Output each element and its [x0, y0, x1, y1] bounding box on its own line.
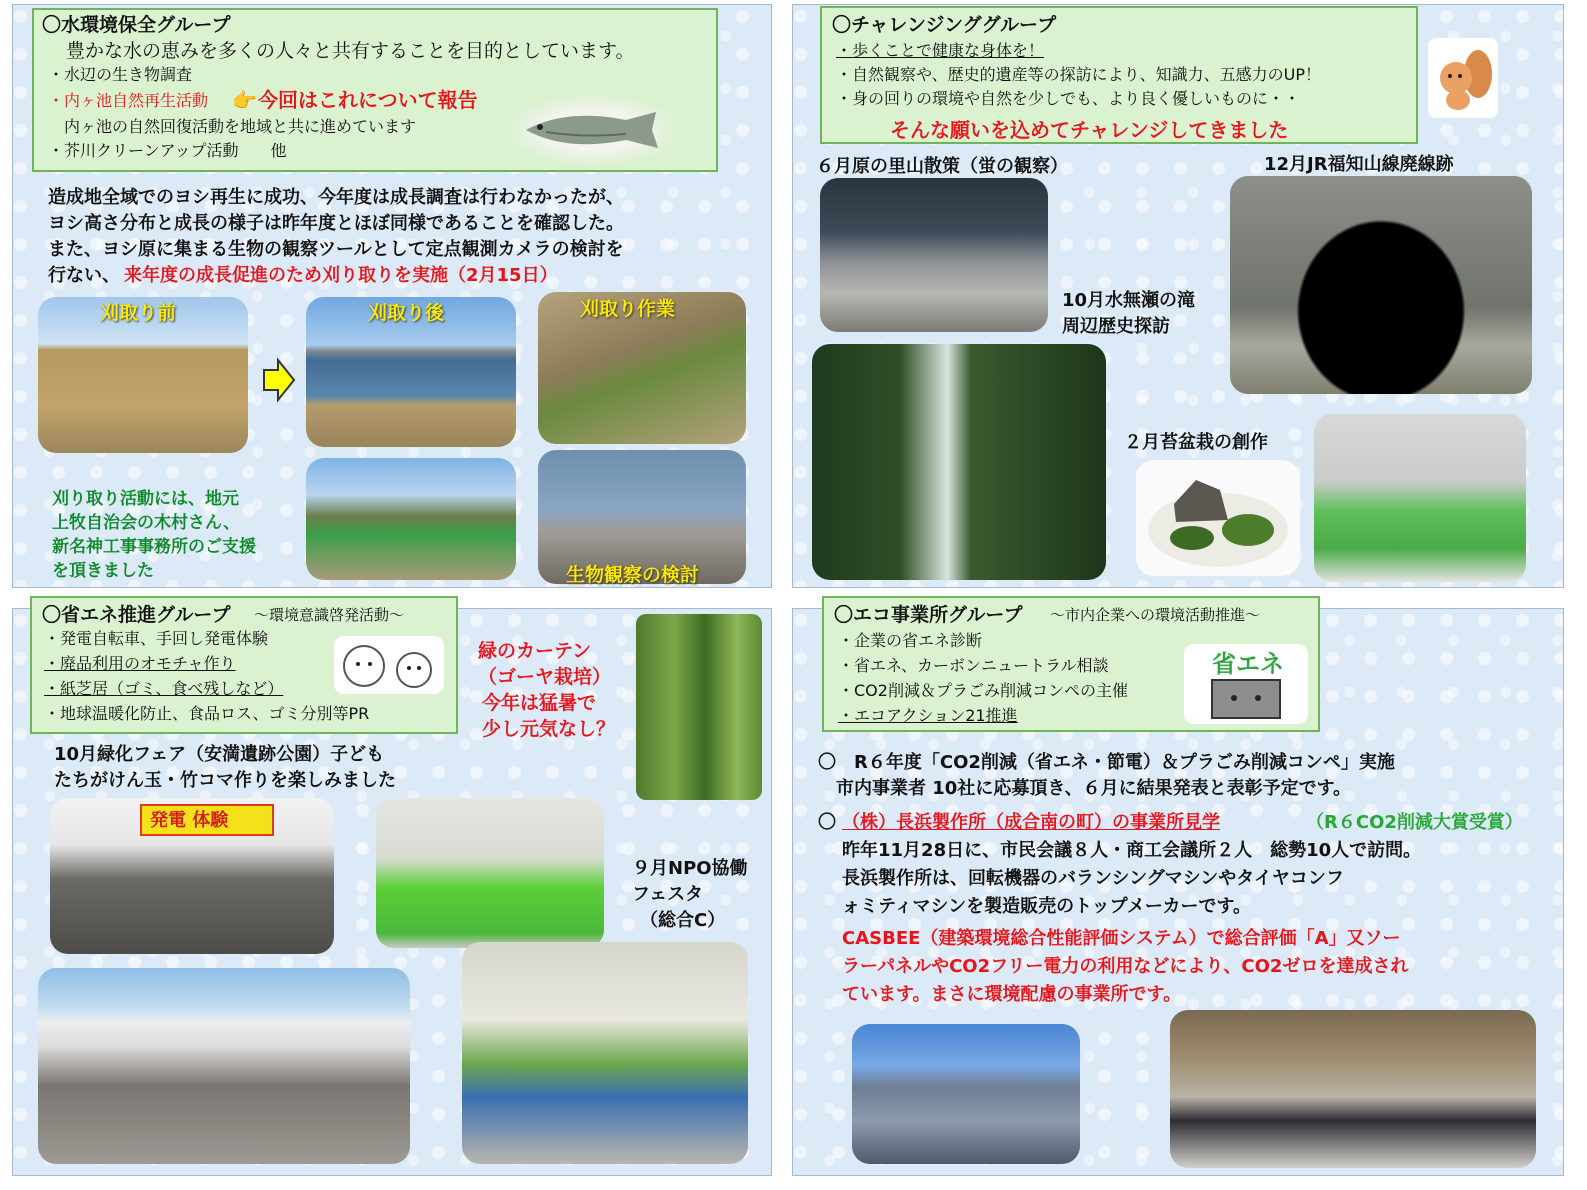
support-4: を頂きました [52, 561, 154, 581]
curtain-1: 緑のカーテン [478, 640, 592, 662]
photo-moss-bonsai [1136, 460, 1300, 576]
caption-moss: ２月苔盆栽の創作 [1124, 432, 1268, 453]
eco-p2-red: （株）長浜製作所（成合南の町）の事業所見学 [842, 812, 1220, 833]
water-item-3: 内ヶ池の自然回復活動を地域と共に進めています [48, 117, 417, 136]
eco-p2-red-body-3: ています。まさに環境配慮の事業所です。 [842, 984, 1182, 1005]
water-body-4: 行ない、 [48, 265, 120, 286]
fair-2: たちがけん玉・竹コマ作りを楽しみました [54, 770, 396, 791]
eco-subtitle: ～市内企業への環境活動推進～ [1050, 606, 1261, 624]
photo-factory-building [852, 1024, 1080, 1164]
caption-minase-1: 10月水無瀬の滝 [1062, 290, 1196, 311]
caption-jr-tunnel: 12月JR福知山線廃線跡 [1264, 154, 1454, 175]
caption-satoyama: ６月原の里山散策（蛍の観察） [816, 156, 1068, 177]
water-item-2: ・内ヶ池自然再生活動 [48, 91, 209, 110]
eco-item-3: ・CO2削減＆プラごみ削減コンペの主催 [838, 681, 1128, 700]
water-item-4: ・芥川クリーンアップ活動 他 [48, 141, 287, 160]
npo-3: （総合C） [640, 910, 726, 931]
fish-photo [506, 94, 680, 166]
challenge-item-1: ・歩くことで健康な身体を！ [836, 41, 1045, 60]
water-intro: 豊かな水の恵みを多くの人々と共有することを目的としています。 [66, 40, 635, 62]
curtain-3: 今年は猛暑で [482, 692, 597, 714]
photo-satoyama [820, 178, 1048, 332]
eco-badge-text: 省エネ [1212, 650, 1284, 678]
challenge-item-2: ・自然観察や、歴史的遺産等の探訪により、知識力、五感力のUP！ [836, 65, 1322, 84]
eco-title: 〇エコ事業所グループ [834, 604, 1023, 626]
photo-factory-visit [1170, 1010, 1536, 1168]
eco-item-2: ・省エネ、カーボンニュートラル相談 [838, 656, 1109, 675]
arrow-right-icon [262, 358, 296, 406]
eco-p2-body-3: ォミティマシンを製造販売のトップメーカーです。 [842, 896, 1252, 917]
eco-p2-red-body-1: CASBEE（建築環境総合性能評価システム）で総合評価「A」又ソー [842, 928, 1401, 949]
photo-tunnel [1230, 176, 1532, 394]
challenge-item-3: ・身の回りの環境や自然を少しでも、より良く優しいものに・・ [836, 89, 1301, 108]
curtain-4: 少し元気なし？ [482, 718, 616, 740]
photo-npo-booth [462, 942, 748, 1164]
bear-mascot-icon [334, 636, 444, 694]
photo-group [306, 458, 516, 580]
caption-after: 刈取り後 [368, 302, 445, 324]
eco-p2-red-body-2: ラーパネルやCO2フリー電力の利用などにより、CO2ゼロを達成され [842, 956, 1409, 977]
eco-p1-1: 〇 R６年度「CO2削減（省エネ・節電）＆プラごみ削減コンペ」実施 [818, 752, 1395, 773]
eco-p2-prefix: 〇 [818, 812, 836, 833]
water-report-note: 今回はこれについて報告 [258, 88, 478, 112]
photo-green-curtain [636, 614, 762, 800]
photo-moss-workshop [1314, 414, 1526, 582]
eco-item-4: ・エコアクション21推進 [838, 706, 1018, 725]
npo-2: フェスタ [632, 884, 704, 905]
water-body-2: ヨシ高さ分布と成長の様子は昨年度とほぼ同様であることを確認した。 [48, 213, 624, 234]
caption-minase-2: 周辺歴史探訪 [1062, 316, 1170, 337]
support-3: 新名神工事事務所のご支援 [52, 537, 256, 557]
challenge-slogan: そんな願いを込めてチャレンジしてきました [890, 118, 1289, 142]
energy-subtitle: ～環境意識啓発活動～ [254, 606, 405, 624]
support-1: 刈り取り活動には、地元 [52, 489, 239, 509]
pointing-hand-icon: 👉 [232, 88, 257, 112]
eco-item-1: ・企業の省エネ診断 [838, 631, 983, 650]
photo-fair-tents [38, 968, 410, 1164]
npo-1: ９月NPO協働 [632, 858, 748, 879]
water-body-1: 造成地全域でのヨシ再生に成功、今年度は成長調査は行わなかったが、 [48, 187, 624, 208]
eco-p2-body-1: 昨年11月28日に、市民会議８人・商工会議所２人 総勢10人で訪問。 [842, 840, 1422, 861]
squirrel-icon [1428, 38, 1498, 118]
caption-before: 刈取り前 [100, 302, 177, 324]
sign-text: 発電 体験 [150, 810, 229, 831]
energy-item-4: ・地球温暖化防止、食品ロス、ゴミ分別等PR [44, 704, 370, 723]
water-body-3: また、ヨシ原に集まる生物の観察ツールとして定点観測カメラの検討を [48, 239, 624, 260]
photo-volunteers [376, 798, 604, 948]
challenge-title: 〇チャレンジンググループ [832, 14, 1057, 36]
water-item-1: ・水辺の生き物調査 [48, 65, 193, 84]
photo-waterfall [812, 344, 1106, 580]
caption-work: 刈取り作業 [580, 298, 676, 320]
energy-title: 〇省エネ推進グループ [42, 604, 231, 626]
energy-item-2: ・廃品利用のオモチャ作り [44, 654, 236, 673]
fair-1: 10月緑化フェア（安満遺跡公園）子ども [54, 744, 385, 765]
water-title: 〇水環境保全グループ [42, 14, 231, 36]
eco-p2-green: （R６CO2削減大賞受賞） [1306, 812, 1523, 833]
energy-item-3: ・紙芝居（ゴミ、食べ残しなど） [44, 679, 284, 698]
curtain-2: （ゴーヤ栽培） [478, 666, 612, 688]
support-2: 上牧自治会の木村さん、 [52, 513, 241, 533]
eco-p2-body-2: 長浜製作所は、回転機器のバランシングマシンやタイヤコンフ [842, 868, 1344, 889]
energy-item-1: ・発電自転車、手回し発電体験 [44, 629, 269, 648]
caption-observation: 生物観察の検討 [566, 564, 700, 586]
eco-p1-2: 市内事業者 10社に応募頂き、６月に結果発表と表彰予定です。 [818, 778, 1352, 799]
water-body-red: 来年度の成長促進のため刈り取りを実施（2月15日） [124, 265, 558, 286]
